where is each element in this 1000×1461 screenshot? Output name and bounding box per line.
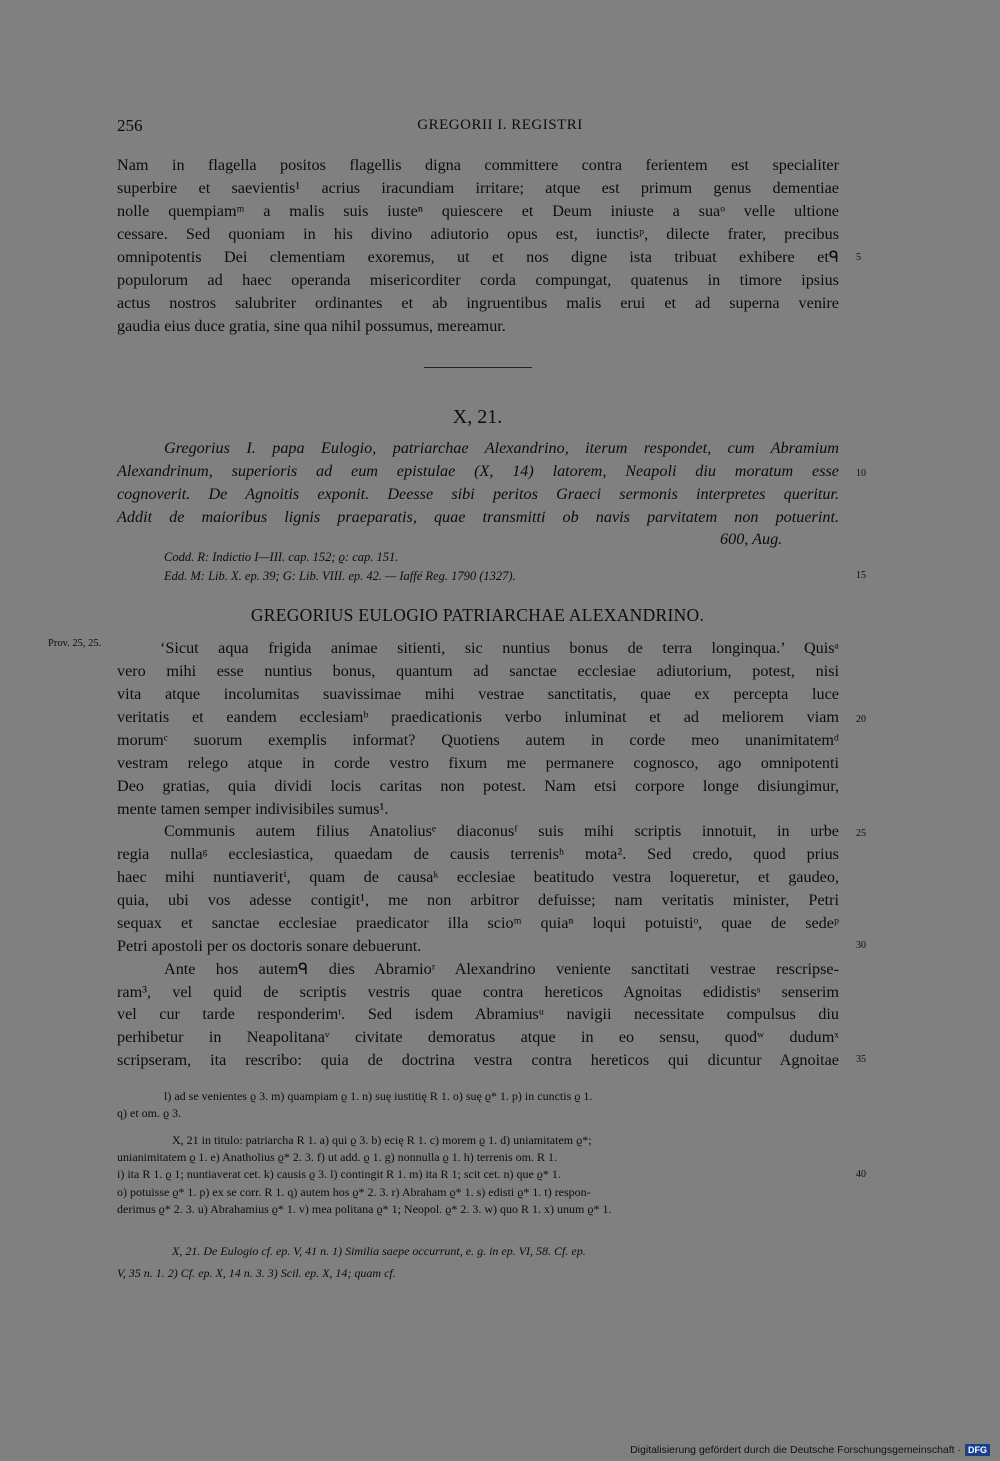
edd-line: Edd. M: Lib. X. ep. 39; G: Lib. VIII. ep. 42. — Iaffé Reg. 1790 (1327).	[164, 569, 516, 583]
text-line: Communis autem filius Anatoliusᵉ diaconusᶠ suis mihi scriptis innotuit, in urbe	[164, 822, 839, 840]
footnote-line: unianimitatem ϱ 1. e) Anatholius ϱ* 2. 3. f) ut add. ϱ 1. g) nonnulla ϱ 1. h) terrenis om. R 1.	[117, 1150, 558, 1164]
text-line: mente tamen semper indivisibiles sumus¹.	[117, 800, 389, 818]
running-title: GREGORII I. REGISTRI	[417, 117, 583, 133]
text-line: ram³, vel quid de scriptis vestris quae contra hereticos Agnoitas edidistisˢ senserim	[117, 983, 839, 1001]
section-separator	[424, 367, 532, 368]
line-number: 40	[856, 1169, 866, 1180]
text-line: sequax et sanctae ecclesiae praedicator illa scioᵐ quiaⁿ loqui potuistiᵒ, quae de sedeᵖ	[117, 914, 839, 932]
footnote-line: derimus ϱ* 2. 3. u) Abrahamius ϱ* 1. v) mea politana ϱ* 1; Neopol. ϱ* 2. 3. w) quo R 1. x) unum ϱ* 1.	[117, 1202, 612, 1216]
text-line: vita atque incolumitas suavissimae mihi vestrae sanctitatis, quae ex percepta luce	[117, 685, 839, 703]
footnote-line: X, 21 in titulo: patriarcha R 1. a) qui ϱ 3. b) ecię R 1. c) morem ϱ 1. d) uniamitatem ϱ*;	[172, 1133, 592, 1147]
summary-line: Gregorius I. papa Eulogio, patriarchae Alexandrino, iterum respondet, cum Abramium	[164, 439, 839, 457]
summary-line: Addit de maioribus lignis praeparatis, quae transmitti ob navis parvitatem non potuerint.	[117, 508, 839, 526]
footnote-line: l) ad se venientes ϱ 3. m) quampiam ϱ 1. n) suę iustitię R 1. o) suę ϱ* 1. p) in cunctis ϱ 1.	[164, 1089, 593, 1103]
line-number: 35	[856, 1054, 866, 1065]
epistle-date: 600, Aug.	[720, 530, 783, 548]
text-line: scripseram, ita rescribo: quia de doctrina vestra contra hereticos qui dicuntur Agnoitae	[117, 1051, 839, 1069]
text-line: Nam in flagella positos flagellis digna committere contra ferientem est specialiter	[117, 156, 839, 174]
epistle-number: X, 21.	[452, 406, 503, 428]
summary-line: cognoverit. De Agnoitis exponit. Deesse sibi peritos Graeci sermonis interpretes queritur.	[117, 485, 839, 503]
page-number: 256	[117, 116, 143, 135]
footnote-line: X, 21. De Eulogio cf. ep. V, 41 n. 1) Similia saepe occurrunt, e. g. in ep. VI, 58. Cf. ep.	[172, 1244, 586, 1258]
text-line: haec mihi nuntiaveritⁱ, quam de causaᵏ ecclesiae beatitudo vestra loqueretur, et gaudeo,	[117, 868, 839, 886]
text-line: Deo gratias, quia dividi locis caritas non potest. Nam etsi corpore longe disiungimur,	[117, 777, 839, 795]
text-line: omnipotentis Dei clementiam exoremus, ut et nos digne ista tribuat exhibere etᑫ	[117, 248, 839, 266]
text-line: nolle quempiamᵐ a malis suis iusteⁿ quiescere et Deum iniuste a suaᵒ velle ultione	[117, 202, 839, 220]
text-line: populorum ad haec operanda misericorditer corda compungat, quatenus in timore ipsius	[117, 271, 839, 289]
text-line: perhibetur in Neapolitanaᵛ civitate demoratus atque in eo sensu, quodʷ dudumˣ	[117, 1028, 839, 1046]
margin-reference: Prov. 25, 25.	[48, 638, 102, 649]
line-number: 20	[856, 714, 866, 725]
line-number: 15	[856, 570, 866, 581]
text-line: gaudia eius duce gratia, sine qua nihil possumus, mereamur.	[117, 317, 506, 335]
text-line: regia nullaᵍ ecclesiastica, quaedam de causis terrenisʰ mota². Sed credo, quod prius	[117, 845, 839, 863]
summary-line: Alexandrinum, superioris ad eum epistulae (X, 14) latorem, Neapoli diu moratum esse	[117, 462, 839, 480]
text-line: vero mihi esse nuntius bonus, quantum ad sanctae ecclesiae adiutorium, potest, nisi	[117, 662, 839, 680]
footnote-line: q) et om. ϱ 3.	[117, 1106, 182, 1120]
codd-line: Codd. R: Indictio I—III. cap. 152; ϱ: cap. 151.	[164, 550, 399, 564]
epistle-address: GREGORIUS EULOGIO PATRIARCHAE ALEXANDRINO.	[250, 605, 705, 625]
line-number: 25	[856, 828, 866, 839]
line-number: 10	[856, 468, 866, 479]
text-line: Ante hos autemᑫ dies Abramioʳ Alexandrino veniente sanctitati vestrae rescripse-	[164, 960, 839, 978]
text-line: superbire et saevientis¹ acrius iracundiam irritare; atque est primum genus dementiae	[117, 179, 839, 197]
text-line: Petri apostoli per os doctoris sonare debuerunt.	[117, 937, 422, 955]
text-line: vestram relego atque in corde vestro fixum me permanere cognosco, ago omnipotenti	[117, 754, 839, 772]
funding-credit	[630, 1444, 990, 1456]
footnote-line: i) ita R 1. ϱ 1; nuntiaverat cet. k) causis ϱ 3. l) contingit R 1. m) ita R 1; scit cet. n) que ϱ* 1.	[117, 1167, 561, 1181]
text-line: cessare. Sed quoniam in his divino adiutorio opus est, iunctisᵖ, dilecte frater, precibus	[117, 225, 839, 243]
text-line: vel cur tarde responderimᵗ. Sed isdem Abramiusᵘ navigii necessitate compulsus diu	[117, 1005, 839, 1023]
text-line: morumᶜ suorum exemplis informat? Quotiens autem in corde meo unanimitatemᵈ	[117, 731, 839, 749]
line-number: 5	[856, 252, 861, 263]
dfg-logo: DFG	[965, 1444, 990, 1456]
text-line: quia, ubi vos adesse contigit¹, me non arbitror defuisse; nam veritatis minister, Petri	[117, 891, 839, 909]
credit-text: Digitalisierung gefördert durch die Deutsche Forschungsgemeinschaft ·	[630, 1444, 961, 1456]
footnote-line: V, 35 n. 1. 2) Cf. ep. X, 14 n. 3. 3) Scil. ep. X, 14; quam cf.	[117, 1266, 396, 1280]
footnote-line: o) potuisse ϱ* 1. p) ex se corr. R 1. q) autem hos ϱ* 2. 3. r) Abraham ϱ* 1. s) edisti ϱ* 1. t) respon-	[117, 1185, 591, 1199]
line-number: 30	[856, 940, 866, 951]
text-line: actus nostros salubriter ordinantes et ab ingruentibus malis erui et ad superna venire	[117, 294, 839, 312]
text-line: veritatis et eandem ecclesiamᵇ praedicationis verbo inluminat et ad meliorem viam	[117, 708, 839, 726]
text-line: ‘Sicut aqua frigida animae sitienti, sic nuntius bonus de terra longinqua.’ Quisᵃ	[160, 639, 839, 657]
